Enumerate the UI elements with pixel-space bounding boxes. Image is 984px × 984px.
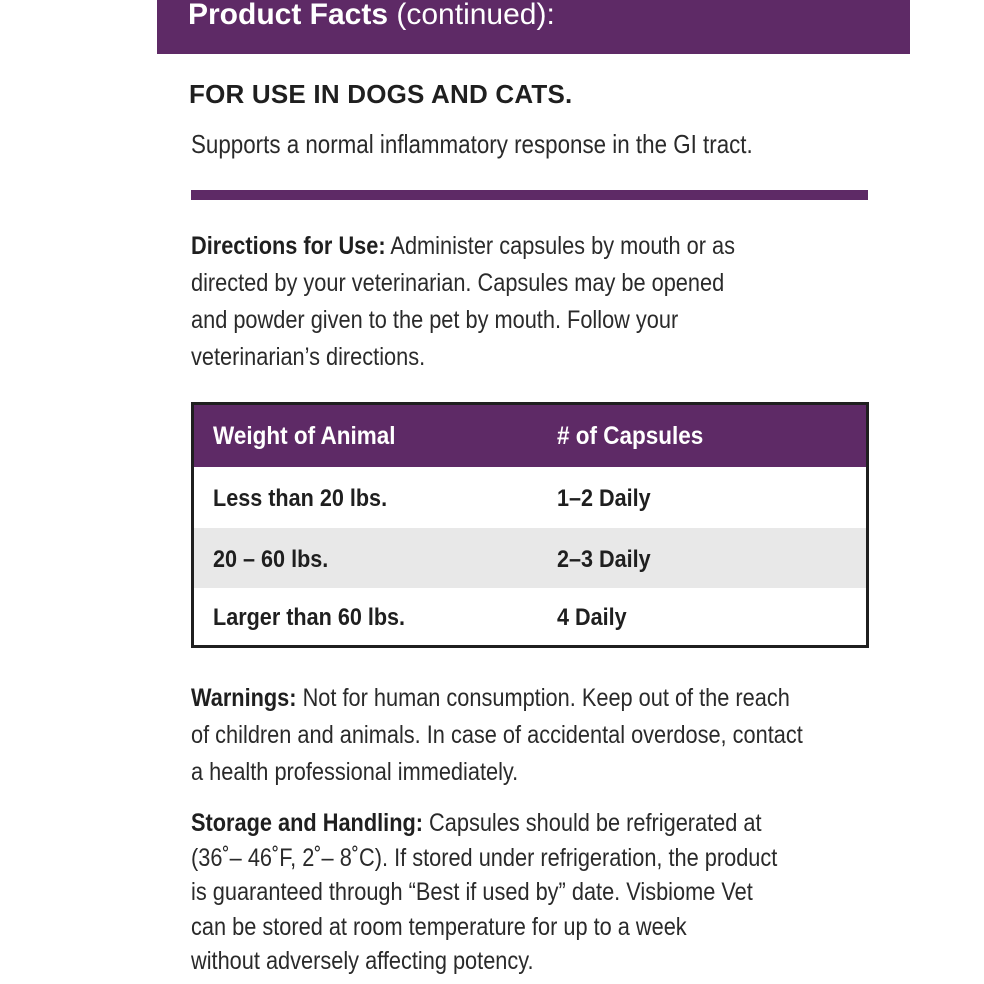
storage-text-1: Capsules should be refrigerated at (423, 809, 762, 837)
header-num-capsules: # of Capsules (557, 422, 704, 450)
directions-text-1: Administer capsules by mouth or as (385, 232, 735, 260)
storage-paragraph (191, 806, 777, 979)
directions-line-2: directed by your veterinarian. Capsules may be opened (191, 269, 725, 297)
header-title-bold: Product Facts (188, 0, 389, 31)
warnings-text-1: Not for human consumption. Keep out of the reach (296, 684, 790, 712)
storage-line-3: is guaranteed through “Best if used by” date. Visbiome Vet (191, 878, 753, 906)
usage-title: FOR USE IN DOGS AND CATS. (189, 79, 573, 109)
capsules-cell: 1–2 Daily (557, 485, 651, 512)
storage-line-5: without adversely affecting potency. (191, 947, 534, 975)
directions-line-3: and powder given to the pet by mouth. Follow your (191, 306, 679, 334)
storage-line-1 (191, 806, 777, 841)
table-row (194, 467, 866, 528)
directions-label: Directions for Use: (191, 232, 386, 260)
warnings-paragraph (191, 680, 803, 791)
header-title (188, 0, 555, 30)
storage-line-2: (36˚– 46˚F, 2˚– 8˚C). If stored under refrigeration, the product (191, 843, 778, 872)
weight-cell: Less than 20 lbs. (213, 485, 388, 512)
warnings-line-1 (191, 680, 803, 717)
product-facts-header (157, 0, 910, 54)
usage-description: Supports a normal inflammatory response in the GI tract. (191, 129, 753, 159)
directions-line-1 (191, 228, 735, 265)
dosage-table (191, 402, 869, 648)
warnings-label: Warnings: (191, 684, 297, 712)
dosage-table-header (194, 405, 866, 467)
table-row (194, 588, 866, 645)
section-divider (191, 190, 868, 200)
directions-line-4: veterinarian’s directions. (191, 343, 426, 371)
table-row (194, 528, 866, 588)
capsules-cell: 4 Daily (557, 604, 627, 631)
header-weight-of-animal: Weight of Animal (213, 422, 396, 450)
header-title-rest: (continued): (388, 0, 555, 31)
storage-line-4: can be stored at room temperature for up to a week (191, 912, 687, 941)
storage-label: Storage and Handling: (191, 809, 424, 837)
warnings-line-2: of children and animals. In case of accidental overdose, contact (191, 721, 803, 749)
warnings-line-3: a health professional immediately. (191, 758, 519, 786)
directions-paragraph (191, 228, 735, 376)
weight-cell: Larger than 60 lbs. (213, 604, 406, 631)
weight-cell: 20 – 60 lbs. (213, 546, 329, 573)
capsules-cell: 2–3 Daily (557, 546, 651, 573)
